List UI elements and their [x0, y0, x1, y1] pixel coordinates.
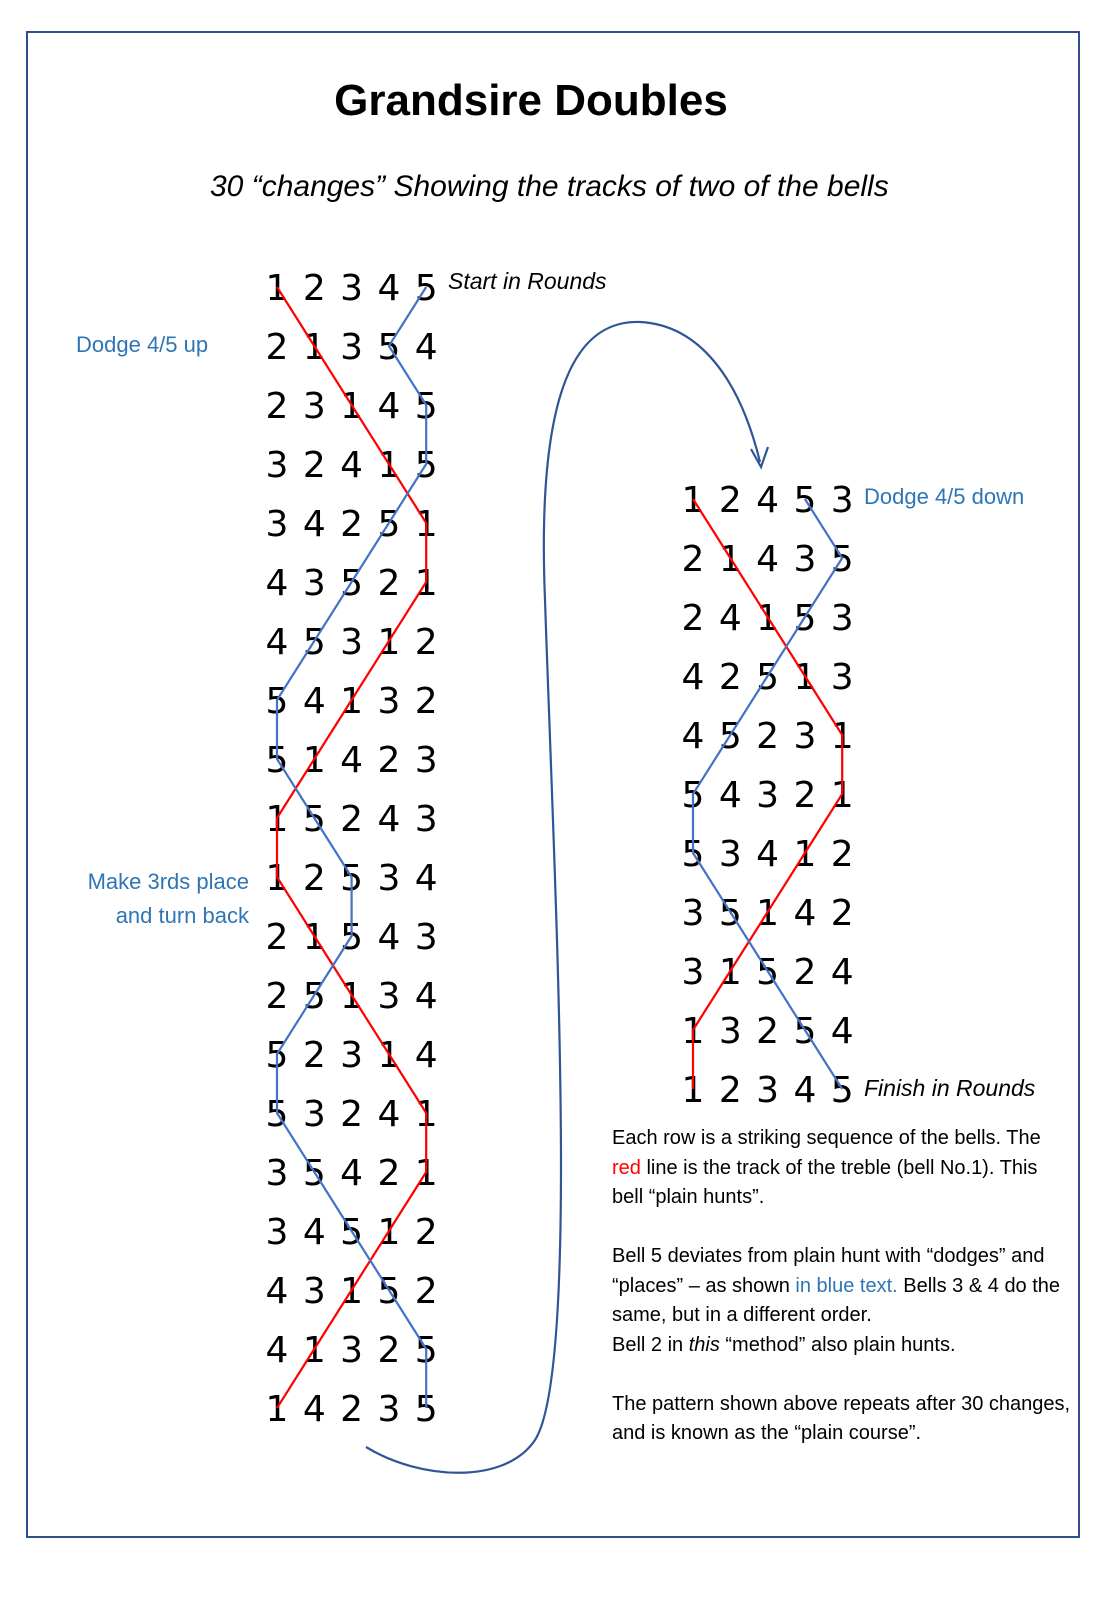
bell-digit: 1	[377, 622, 401, 663]
bell-digit: 5	[302, 1153, 326, 1194]
bell-digit: 2	[265, 976, 289, 1017]
bell-digit: 2	[377, 1153, 401, 1194]
bell-digit: 1	[265, 1389, 289, 1430]
bell-digit: 4	[340, 445, 364, 486]
make-3rds-line-2: and turn back	[115, 903, 249, 928]
description-paragraph-2	[612, 1242, 1072, 1360]
bell-digit: 2	[265, 386, 289, 427]
dodge-up-note: Dodge 4/5 up	[76, 332, 209, 357]
red-word: red	[612, 1156, 641, 1179]
right-column-row	[682, 1070, 854, 1111]
bell-digit: 3	[340, 1035, 364, 1076]
bell-digit: 5	[756, 657, 780, 698]
bell-digit: 4	[302, 1212, 326, 1253]
bell-digit: 2	[265, 327, 289, 368]
bell-digit: 3	[756, 775, 780, 816]
bell-digit: 1	[756, 893, 780, 934]
bell-digit: 2	[718, 1070, 742, 1111]
bell-digit: 3	[830, 598, 854, 639]
bell-digit: 3	[681, 952, 705, 993]
desc-text: Bell 2 in	[612, 1333, 689, 1356]
desc-text: Bell 5 deviates from plain hunt with “dodges” and “places” – as shown	[612, 1245, 1045, 1297]
bell-digit: 3	[377, 681, 401, 722]
bell-digit: 5	[756, 952, 780, 993]
bell-digit: 2	[793, 952, 817, 993]
bell-digit: 4	[718, 775, 742, 816]
bell-digit: 2	[830, 893, 854, 934]
bell-digit: 5	[718, 893, 742, 934]
bell-digit: 2	[756, 716, 780, 757]
bell-digit: 5	[377, 327, 401, 368]
bell-digit: 4	[265, 1330, 289, 1371]
left-column-row	[266, 622, 438, 663]
bell-digit: 5	[302, 976, 326, 1017]
bell-digit: 1	[793, 657, 817, 698]
bell-digit: 1	[340, 1271, 364, 1312]
left-column-row	[266, 327, 438, 368]
bell-digit: 2	[265, 917, 289, 958]
bell-digit: 2	[302, 858, 326, 899]
bell-digit: 2	[681, 598, 705, 639]
right-column-row	[682, 539, 854, 580]
bell-digit: 5	[414, 268, 438, 309]
bell-digit: 1	[681, 1011, 705, 1052]
bell-digit: 2	[340, 1389, 364, 1430]
bell-digit: 3	[793, 539, 817, 580]
bell-digit: 4	[377, 1094, 401, 1135]
bell-digit: 1	[265, 858, 289, 899]
bell-digit: 1	[756, 598, 780, 639]
left-column-rows	[266, 268, 438, 1430]
desc-text: line is the track of the treble (bell No.1). This bell “plain hunts”.	[612, 1156, 1038, 1208]
bell-digit: 1	[377, 1035, 401, 1076]
bell-digit: 2	[340, 799, 364, 840]
bell-digit: 1	[340, 681, 364, 722]
bell-digit: 5	[265, 740, 289, 781]
bell-digit: 2	[340, 504, 364, 545]
left-column-row	[266, 504, 438, 545]
bell-digit: 1	[265, 268, 289, 309]
finish-label: Finish in Rounds	[864, 1075, 1036, 1101]
desc-text: Each row is a striking sequence of the bells. The	[612, 1127, 1041, 1149]
bell-digit: 4	[830, 952, 854, 993]
bell-digit: 4	[793, 893, 817, 934]
bell-digit: 3	[340, 327, 364, 368]
bell-digit: 2	[414, 1212, 438, 1253]
bell-digit: 4	[830, 1011, 854, 1052]
bell-digit: 2	[830, 834, 854, 875]
bell-digit: 1	[718, 539, 742, 580]
bell-digit: 4	[756, 834, 780, 875]
desc-text: The pattern shown above repeats after 30 changes, and is known as the “plain course”.	[612, 1392, 1071, 1444]
bell-digit: 5	[340, 1212, 364, 1253]
bell-digit: 3	[265, 445, 289, 486]
bell-digit: 5	[265, 681, 289, 722]
bell-digit: 4	[414, 858, 438, 899]
bell-digit: 4	[681, 716, 705, 757]
bell-digit: 3	[340, 268, 364, 309]
bell-digit: 3	[718, 1011, 742, 1052]
bell-digit: 4	[414, 1035, 438, 1076]
bell-digit: 5	[377, 1271, 401, 1312]
bell-digit: 3	[377, 1389, 401, 1430]
bell-digit: 5	[793, 598, 817, 639]
bell-digit: 4	[756, 539, 780, 580]
bell-digit: 1	[302, 740, 326, 781]
description-paragraph-1	[612, 1124, 1072, 1213]
bell-digit: 2	[302, 268, 326, 309]
bell-digit: 3	[681, 893, 705, 934]
left-column-row	[266, 1330, 438, 1371]
bell-digit: 4	[302, 1389, 326, 1430]
bell-digit: 1	[681, 480, 705, 521]
bell-digit: 5	[340, 858, 364, 899]
bell-digit: 3	[377, 858, 401, 899]
bell-digit: 2	[340, 1094, 364, 1135]
left-column-row	[266, 1153, 438, 1194]
bell-digit: 4	[340, 740, 364, 781]
left-column-row	[266, 799, 438, 840]
bell-digit: 1	[414, 504, 438, 545]
bell-digit: 5	[377, 504, 401, 545]
bell-digit: 2	[414, 681, 438, 722]
bell-digit: 2	[377, 1330, 401, 1371]
bell-digit: 3	[756, 1070, 780, 1111]
bell-digit: 1	[414, 1094, 438, 1135]
bell-digit: 4	[265, 563, 289, 604]
bell-digit: 5	[718, 716, 742, 757]
bell-digit: 2	[302, 1035, 326, 1076]
bell-digit: 1	[414, 563, 438, 604]
right-column-row	[682, 1011, 854, 1052]
bell-digit: 2	[414, 622, 438, 663]
bell-digit: 2	[793, 775, 817, 816]
bell-digit: 4	[377, 268, 401, 309]
bell-digit: 4	[414, 327, 438, 368]
bell-digit: 2	[718, 657, 742, 698]
bell-digit: 4	[377, 386, 401, 427]
bell-digit: 1	[377, 445, 401, 486]
bell-digit: 1	[830, 775, 854, 816]
bell-digit: 5	[414, 445, 438, 486]
bell-digit: 3	[830, 657, 854, 698]
bell-digit: 4	[377, 799, 401, 840]
bell-digit: 5	[265, 1035, 289, 1076]
bell-digit: 4	[793, 1070, 817, 1111]
bell-digit: 4	[377, 917, 401, 958]
bell-digit: 3	[830, 480, 854, 521]
bell-digit: 3	[302, 1094, 326, 1135]
bell-digit: 3	[302, 386, 326, 427]
bell-digit: 3	[340, 1330, 364, 1371]
bell-digit: 5	[793, 1011, 817, 1052]
bell-digit: 1	[340, 386, 364, 427]
emphasis-text: this	[688, 1333, 720, 1356]
left-column-row	[266, 1035, 438, 1076]
bell-digit: 5	[830, 1070, 854, 1111]
bell-digit: 1	[830, 716, 854, 757]
bell-digit: 4	[340, 1153, 364, 1194]
left-column-row	[266, 740, 438, 781]
bell-digit: 1	[414, 1153, 438, 1194]
bell-digit: 1	[302, 1330, 326, 1371]
bell-digit: 4	[718, 598, 742, 639]
left-column-row	[266, 1094, 438, 1135]
bell-digit: 1	[718, 952, 742, 993]
start-label: Start in Rounds	[448, 268, 607, 294]
make-3rds-note	[59, 865, 249, 933]
left-column-row	[266, 445, 438, 486]
bell-digit: 2	[302, 445, 326, 486]
bell-digit: 5	[265, 1094, 289, 1135]
make-3rds-line-1: Make 3rds place	[87, 869, 249, 894]
page-title: Grandsire Doubles	[334, 76, 728, 125]
right-column-row	[682, 480, 854, 521]
bell-digit: 1	[302, 917, 326, 958]
bell-digit: 3	[718, 834, 742, 875]
bell-digit: 4	[265, 1271, 289, 1312]
bell-digit: 4	[681, 657, 705, 698]
right-column-row	[682, 716, 854, 757]
bell-digit: 4	[265, 622, 289, 663]
bell-digit: 5	[414, 386, 438, 427]
bell-digit: 2	[377, 740, 401, 781]
left-column-row	[266, 268, 438, 309]
bell-digit: 5	[340, 917, 364, 958]
bell-digit: 3	[414, 799, 438, 840]
bell-digit: 3	[340, 622, 364, 663]
bell-digit: 2	[718, 480, 742, 521]
bell-digit: 1	[340, 976, 364, 1017]
bell-digit: 2	[377, 563, 401, 604]
bell-digit: 4	[756, 480, 780, 521]
bell-digit: 2	[414, 1271, 438, 1312]
bell-digit: 3	[302, 1271, 326, 1312]
bell-digit: 1	[265, 799, 289, 840]
bell-digit: 3	[265, 1153, 289, 1194]
bell-digit: 3	[377, 976, 401, 1017]
bell-digit: 3	[414, 740, 438, 781]
bell-digit: 5	[302, 799, 326, 840]
bell-digit: 1	[377, 1212, 401, 1253]
bell-digit: 5	[681, 834, 705, 875]
page-subtitle: 30 “changes” Showing the tracks of two of the bells	[210, 170, 889, 203]
blue-text: in blue text.	[795, 1274, 898, 1297]
bell-digit: 4	[302, 504, 326, 545]
bell-digit: 1	[681, 1070, 705, 1111]
bell-digit: 1	[793, 834, 817, 875]
bell-digit: 3	[302, 563, 326, 604]
bell-digit: 3	[414, 917, 438, 958]
right-column-rows	[682, 480, 854, 1111]
bell-digit: 5	[414, 1389, 438, 1430]
bell-digit: 3	[265, 1212, 289, 1253]
right-column-row	[682, 775, 854, 816]
dodge-down-note: Dodge 4/5 down	[864, 484, 1025, 509]
bell-digit: 3	[793, 716, 817, 757]
bell-digit: 4	[302, 681, 326, 722]
left-column-row	[266, 1389, 438, 1430]
bell-digit: 4	[414, 976, 438, 1017]
bell-digit: 2	[756, 1011, 780, 1052]
bell-digit: 5	[414, 1330, 438, 1371]
bell-digit: 5	[830, 539, 854, 580]
bell-digit: 5	[793, 480, 817, 521]
bell-digit: 5	[681, 775, 705, 816]
bell-digit: 1	[302, 327, 326, 368]
description-paragraph-3	[612, 1390, 1072, 1449]
right-column-row	[682, 834, 854, 875]
desc-text: Bells 3 & 4 do the same, but in a different order.	[612, 1274, 1061, 1326]
bell-digit: 3	[265, 504, 289, 545]
bell-digit: 2	[681, 539, 705, 580]
description	[612, 1124, 1072, 1449]
desc-text: “method” also plain hunts.	[719, 1333, 956, 1356]
bell-digit: 5	[302, 622, 326, 663]
bell-digit: 5	[340, 563, 364, 604]
